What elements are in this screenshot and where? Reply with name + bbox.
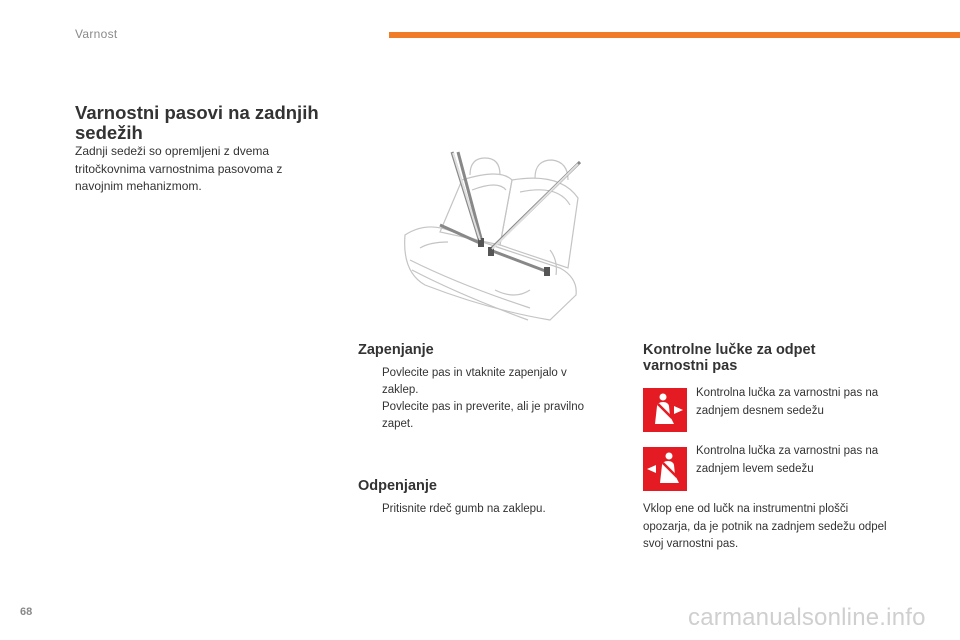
seatbelt-warning-right-icon <box>643 388 687 432</box>
list-item <box>358 501 603 518</box>
page-number: 68 <box>20 606 33 618</box>
rear-seat-belts-illustration <box>400 150 582 325</box>
unfastening-title: Odpenjanje <box>358 478 437 494</box>
warning-lamp-right-text: Kontrolna lučka za varnostni pas na zadnjem desnem sedežu <box>696 387 879 417</box>
warning-lamps-title: Kontrolne lučke za odpet varnostni pas <box>643 342 816 374</box>
fastening-title: Zapenjanje <box>358 342 434 358</box>
fastening-list <box>358 365 603 433</box>
warning-note: Vklop ene od lučk na instrumentni plošči opozarja, da je potnik na zadnjem sedežu odpel svoj varnostni pas. <box>643 503 887 550</box>
list-item-text: Pritisnite rdeč gumb na zaklepu. <box>382 503 546 515</box>
unfastening-list <box>358 501 603 518</box>
intro-text: Zadnji sedeži so opremljeni z dvema tritočkovnima varnostnima pasovoma z navojnim mehanizmom. <box>75 144 283 193</box>
watermark: carmanualsonline.info <box>688 604 926 631</box>
section-header: Varnost <box>75 27 118 41</box>
page-title: Varnostni pasovi na zadnjih sedežih <box>75 102 319 143</box>
list-item-text: Povlecite pas in vtaknite zapenjalo v zaklep. <box>382 367 567 396</box>
list-item-text: Povlecite pas in preverite, ali je pravilno zapet. <box>382 401 584 430</box>
list-item <box>358 399 603 433</box>
warning-lamp-left-text: Kontrolna lučka za varnostni pas na zadnjem levem sedežu <box>696 445 879 475</box>
seatbelt-warning-left-icon <box>643 447 687 491</box>
header-accent-bar <box>389 32 960 38</box>
list-item <box>358 365 603 399</box>
